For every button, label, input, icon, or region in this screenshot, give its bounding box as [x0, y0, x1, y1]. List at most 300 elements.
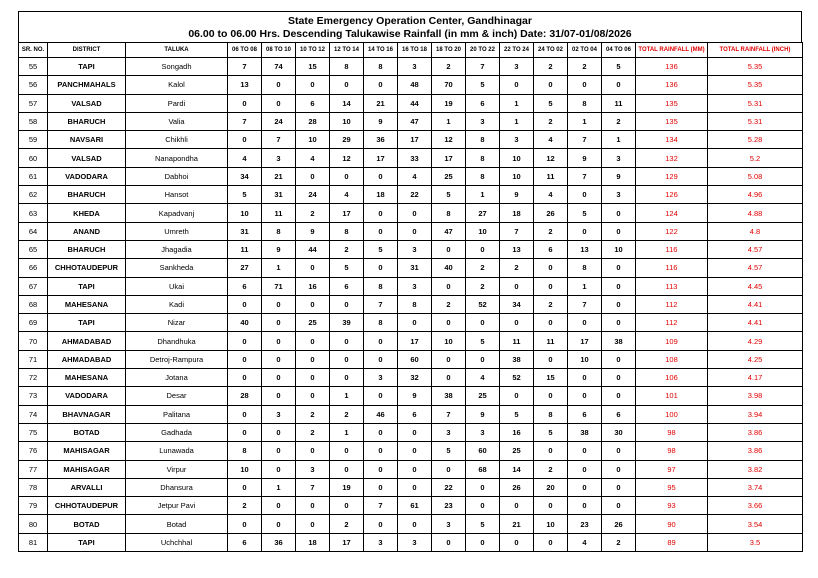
rainfall-cell: 38 [432, 387, 466, 405]
rainfall-cell: 6 [296, 94, 330, 112]
rainfall-cell: 7 [364, 497, 398, 515]
column-header: DISTRICT [48, 43, 126, 58]
taluka-cell: Nanapondha [126, 149, 228, 167]
rainfall-cell: 4 [568, 533, 602, 551]
rainfall-cell: 0 [432, 369, 466, 387]
sr-no-cell: 68 [19, 295, 48, 313]
rainfall-cell: 18 [364, 186, 398, 204]
rainfall-cell: 2 [228, 497, 262, 515]
rainfall-table [18, 42, 803, 552]
rainfall-cell: 0 [364, 387, 398, 405]
total-inch-cell: 4.8 [708, 222, 803, 240]
sr-no-cell: 67 [19, 277, 48, 295]
total-mm-cell: 136 [636, 76, 708, 94]
district-cell: MAHESANA [48, 295, 126, 313]
table-row [19, 533, 803, 551]
rainfall-cell: 8 [228, 442, 262, 460]
district-cell: VALSAD [48, 149, 126, 167]
rainfall-cell: 0 [296, 167, 330, 185]
rainfall-cell: 0 [602, 497, 636, 515]
district-cell: CHHOTAUDEPUR [48, 497, 126, 515]
taluka-cell: Hansot [126, 186, 228, 204]
rainfall-cell: 0 [330, 497, 364, 515]
rainfall-cell: 8 [364, 277, 398, 295]
sr-no-cell: 69 [19, 314, 48, 332]
sr-no-cell: 75 [19, 423, 48, 441]
district-cell: AHMADABAD [48, 350, 126, 368]
rainfall-cell: 6 [568, 405, 602, 423]
rainfall-cell: 0 [364, 423, 398, 441]
district-cell: MAHISAGAR [48, 460, 126, 478]
rainfall-cell: 16 [500, 423, 534, 441]
rainfall-cell: 24 [262, 112, 296, 130]
table-row [19, 460, 803, 478]
column-header: 12 TO 14 [330, 43, 364, 58]
table-row [19, 478, 803, 496]
rainfall-cell: 7 [262, 131, 296, 149]
column-header: 02 TO 04 [568, 43, 602, 58]
rainfall-cell: 12 [432, 131, 466, 149]
district-cell: VADODARA [48, 387, 126, 405]
total-mm-cell: 95 [636, 478, 708, 496]
rainfall-cell: 29 [330, 131, 364, 149]
table-row [19, 58, 803, 76]
rainfall-cell: 0 [228, 332, 262, 350]
rainfall-cell: 2 [466, 259, 500, 277]
rainfall-cell: 3 [602, 186, 636, 204]
total-inch-cell: 3.66 [708, 497, 803, 515]
rainfall-cell: 48 [398, 76, 432, 94]
table-row [19, 112, 803, 130]
rainfall-cell: 22 [432, 478, 466, 496]
rainfall-cell: 0 [602, 314, 636, 332]
rainfall-cell: 0 [500, 497, 534, 515]
rainfall-cell: 36 [262, 533, 296, 551]
rainfall-cell: 0 [330, 350, 364, 368]
taluka-cell: Ukai [126, 277, 228, 295]
total-inch-cell: 3.74 [708, 478, 803, 496]
table-row [19, 131, 803, 149]
column-header: 06 TO 08 [228, 43, 262, 58]
rainfall-cell: 0 [534, 259, 568, 277]
rainfall-cell: 20 [534, 478, 568, 496]
rainfall-cell: 52 [500, 369, 534, 387]
total-mm-cell: 109 [636, 332, 708, 350]
rainfall-cell: 0 [602, 442, 636, 460]
total-inch-cell: 4.96 [708, 186, 803, 204]
rainfall-cell: 5 [466, 332, 500, 350]
taluka-cell: Dhansura [126, 478, 228, 496]
rainfall-cell: 3 [500, 58, 534, 76]
district-cell: TAPI [48, 58, 126, 76]
rainfall-cell: 46 [364, 405, 398, 423]
rainfall-cell: 0 [364, 259, 398, 277]
rainfall-cell: 2 [602, 533, 636, 551]
rainfall-cell: 19 [330, 478, 364, 496]
rainfall-cell: 0 [534, 387, 568, 405]
rainfall-cell: 9 [364, 112, 398, 130]
rainfall-cell: 0 [296, 497, 330, 515]
rainfall-cell: 5 [228, 186, 262, 204]
sr-no-cell: 66 [19, 259, 48, 277]
district-cell: MAHISAGAR [48, 442, 126, 460]
rainfall-cell: 0 [364, 478, 398, 496]
total-mm-cell: 98 [636, 423, 708, 441]
column-header: 18 TO 20 [432, 43, 466, 58]
total-inch-cell: 4.41 [708, 314, 803, 332]
total-mm-cell: 112 [636, 314, 708, 332]
rainfall-cell: 0 [568, 314, 602, 332]
table-row [19, 204, 803, 222]
table-row [19, 387, 803, 405]
rainfall-cell: 5 [500, 405, 534, 423]
rainfall-cell: 13 [228, 76, 262, 94]
table-header-row [19, 43, 803, 58]
sr-no-cell: 64 [19, 222, 48, 240]
rainfall-cell: 10 [568, 350, 602, 368]
rainfall-cell: 0 [262, 460, 296, 478]
taluka-cell: Kapadvanj [126, 204, 228, 222]
rainfall-cell: 0 [534, 350, 568, 368]
rainfall-cell: 2 [500, 259, 534, 277]
rainfall-cell: 23 [568, 515, 602, 533]
rainfall-cell: 10 [466, 222, 500, 240]
rainfall-cell: 0 [262, 94, 296, 112]
rainfall-cell: 0 [228, 94, 262, 112]
total-inch-cell: 3.98 [708, 387, 803, 405]
total-mm-cell: 98 [636, 442, 708, 460]
rainfall-cell: 5 [466, 76, 500, 94]
rainfall-cell: 0 [534, 277, 568, 295]
rainfall-cell: 3 [432, 423, 466, 441]
rainfall-cell: 5 [568, 204, 602, 222]
rainfall-cell: 0 [262, 76, 296, 94]
rainfall-cell: 5 [364, 240, 398, 258]
sr-no-cell: 59 [19, 131, 48, 149]
total-inch-cell: 4.57 [708, 259, 803, 277]
rainfall-cell: 0 [228, 405, 262, 423]
rainfall-cell: 61 [398, 497, 432, 515]
rainfall-cell: 3 [398, 277, 432, 295]
rainfall-cell: 2 [534, 112, 568, 130]
total-inch-cell: 4.88 [708, 204, 803, 222]
taluka-cell: Kadi [126, 295, 228, 313]
total-inch-cell: 4.45 [708, 277, 803, 295]
total-mm-cell: 113 [636, 277, 708, 295]
rainfall-cell: 0 [432, 277, 466, 295]
rainfall-cell: 0 [228, 131, 262, 149]
total-inch-cell: 3.5 [708, 533, 803, 551]
rainfall-cell: 0 [568, 387, 602, 405]
rainfall-cell: 5 [534, 423, 568, 441]
total-mm-cell: 89 [636, 533, 708, 551]
rainfall-cell: 0 [296, 259, 330, 277]
sr-no-cell: 70 [19, 332, 48, 350]
rainfall-cell: 0 [602, 350, 636, 368]
sr-no-cell: 72 [19, 369, 48, 387]
rainfall-cell: 0 [364, 76, 398, 94]
rainfall-cell: 17 [330, 204, 364, 222]
rainfall-cell: 11 [500, 332, 534, 350]
rainfall-cell: 0 [500, 277, 534, 295]
rainfall-cell: 1 [262, 478, 296, 496]
rainfall-cell: 40 [228, 314, 262, 332]
rainfall-cell: 6 [228, 277, 262, 295]
rainfall-cell: 0 [466, 497, 500, 515]
rainfall-cell: 2 [568, 58, 602, 76]
table-row [19, 149, 803, 167]
rainfall-cell: 11 [602, 94, 636, 112]
total-inch-cell: 3.86 [708, 442, 803, 460]
rainfall-cell: 0 [330, 76, 364, 94]
rainfall-cell: 33 [398, 149, 432, 167]
rainfall-cell: 0 [262, 423, 296, 441]
rainfall-cell: 6 [228, 533, 262, 551]
rainfall-cell: 2 [330, 405, 364, 423]
report-title: State Emergency Operation Center, Gandhinagar [288, 15, 532, 27]
rainfall-cell: 5 [432, 186, 466, 204]
rainfall-cell: 34 [500, 295, 534, 313]
district-cell: CHHOTAUDEPUR [48, 259, 126, 277]
taluka-cell: Lunawada [126, 442, 228, 460]
rainfall-cell: 34 [228, 167, 262, 185]
table-row [19, 76, 803, 94]
rainfall-cell: 1 [262, 259, 296, 277]
rainfall-cell: 6 [602, 405, 636, 423]
report-subtitle: 06.00 to 06.00 Hrs. Descending Talukawise Rainfall (in mm & inch) Date: 31/07-01/08/2026 [188, 28, 632, 40]
rainfall-cell: 26 [534, 204, 568, 222]
rainfall-cell: 7 [500, 222, 534, 240]
column-header: 14 TO 16 [364, 43, 398, 58]
rainfall-cell: 71 [262, 277, 296, 295]
table-row [19, 259, 803, 277]
total-inch-cell: 5.35 [708, 58, 803, 76]
rainfall-cell: 4 [534, 131, 568, 149]
rainfall-cell: 2 [330, 515, 364, 533]
rainfall-cell: 7 [432, 405, 466, 423]
table-body [19, 58, 803, 552]
rainfall-cell: 0 [466, 350, 500, 368]
taluka-cell: Pardi [126, 94, 228, 112]
rainfall-cell: 0 [568, 460, 602, 478]
rainfall-cell: 0 [466, 478, 500, 496]
taluka-cell: Jhagadia [126, 240, 228, 258]
total-inch-cell: 5.35 [708, 76, 803, 94]
total-inch-cell: 4.29 [708, 332, 803, 350]
table-row [19, 186, 803, 204]
rainfall-cell: 74 [262, 58, 296, 76]
rainfall-cell: 0 [262, 497, 296, 515]
rainfall-cell: 0 [296, 332, 330, 350]
rainfall-cell: 10 [228, 204, 262, 222]
rainfall-cell: 0 [262, 515, 296, 533]
rainfall-cell: 7 [568, 295, 602, 313]
total-inch-cell: 3.82 [708, 460, 803, 478]
column-header: 10 TO 12 [296, 43, 330, 58]
rainfall-cell: 0 [398, 478, 432, 496]
rainfall-cell: 27 [466, 204, 500, 222]
district-cell: VADODARA [48, 167, 126, 185]
rainfall-cell: 0 [330, 332, 364, 350]
rainfall-cell: 0 [602, 277, 636, 295]
rainfall-cell: 0 [398, 222, 432, 240]
rainfall-cell: 21 [500, 515, 534, 533]
rainfall-cell: 13 [568, 240, 602, 258]
rainfall-cell: 12 [534, 149, 568, 167]
table-row [19, 423, 803, 441]
rainfall-cell: 2 [296, 405, 330, 423]
rainfall-cell: 17 [330, 533, 364, 551]
rainfall-cell: 0 [330, 442, 364, 460]
rainfall-cell: 21 [262, 167, 296, 185]
total-inch-cell: 4.25 [708, 350, 803, 368]
rainfall-cell: 1 [500, 112, 534, 130]
rainfall-cell: 0 [262, 314, 296, 332]
rainfall-cell: 2 [534, 460, 568, 478]
rainfall-cell: 4 [534, 186, 568, 204]
rainfall-cell: 5 [432, 442, 466, 460]
rainfall-cell: 11 [534, 167, 568, 185]
rainfall-cell: 0 [432, 533, 466, 551]
total-mm-cell: 135 [636, 112, 708, 130]
rainfall-cell: 2 [534, 58, 568, 76]
rainfall-cell: 5 [466, 515, 500, 533]
rainfall-cell: 0 [364, 350, 398, 368]
total-inch-cell: 5.2 [708, 149, 803, 167]
total-inch-cell: 3.54 [708, 515, 803, 533]
rainfall-cell: 38 [500, 350, 534, 368]
total-mm-cell: 129 [636, 167, 708, 185]
rainfall-cell: 0 [500, 533, 534, 551]
sr-no-cell: 60 [19, 149, 48, 167]
district-cell: ANAND [48, 222, 126, 240]
district-cell: TAPI [48, 533, 126, 551]
rainfall-cell: 0 [602, 259, 636, 277]
rainfall-cell: 25 [432, 167, 466, 185]
rainfall-cell: 7 [466, 58, 500, 76]
rainfall-cell: 2 [534, 222, 568, 240]
rainfall-cell: 25 [296, 314, 330, 332]
rainfall-cell: 0 [432, 314, 466, 332]
rainfall-cell: 0 [534, 497, 568, 515]
rainfall-cell: 36 [364, 131, 398, 149]
rainfall-cell: 60 [398, 350, 432, 368]
rainfall-cell: 4 [398, 167, 432, 185]
rainfall-cell: 0 [398, 314, 432, 332]
sr-no-cell: 62 [19, 186, 48, 204]
rainfall-cell: 11 [262, 204, 296, 222]
taluka-cell: Palitana [126, 405, 228, 423]
rainfall-cell: 3 [466, 423, 500, 441]
taluka-cell: Botad [126, 515, 228, 533]
district-cell: AHMADABAD [48, 332, 126, 350]
district-cell: VALSAD [48, 94, 126, 112]
sr-no-cell: 57 [19, 94, 48, 112]
rainfall-cell: 1 [330, 423, 364, 441]
total-mm-cell: 135 [636, 94, 708, 112]
rainfall-cell: 13 [500, 240, 534, 258]
rainfall-cell: 0 [398, 515, 432, 533]
table-row [19, 240, 803, 258]
rainfall-cell: 0 [296, 515, 330, 533]
rainfall-cell: 1 [466, 186, 500, 204]
rainfall-cell: 0 [534, 533, 568, 551]
taluka-cell: Sankheda [126, 259, 228, 277]
rainfall-cell: 17 [364, 149, 398, 167]
sr-no-cell: 65 [19, 240, 48, 258]
total-mm-cell: 100 [636, 405, 708, 423]
rainfall-cell: 7 [364, 295, 398, 313]
rainfall-cell: 38 [568, 423, 602, 441]
rainfall-cell: 28 [296, 112, 330, 130]
rainfall-cell: 8 [364, 314, 398, 332]
rainfall-cell: 18 [296, 533, 330, 551]
rainfall-cell: 12 [330, 149, 364, 167]
total-mm-cell: 97 [636, 460, 708, 478]
rainfall-cell: 24 [296, 186, 330, 204]
district-cell: BHAVNAGAR [48, 405, 126, 423]
sr-no-cell: 77 [19, 460, 48, 478]
rainfall-cell: 3 [398, 533, 432, 551]
rainfall-cell: 0 [500, 76, 534, 94]
rainfall-cell: 0 [228, 423, 262, 441]
rainfall-cell: 0 [330, 295, 364, 313]
rainfall-cell: 5 [602, 58, 636, 76]
table-row [19, 350, 803, 368]
rainfall-cell: 14 [500, 460, 534, 478]
rainfall-cell: 18 [500, 204, 534, 222]
sr-no-cell: 78 [19, 478, 48, 496]
taluka-cell: Dabhoi [126, 167, 228, 185]
rainfall-cell: 0 [568, 76, 602, 94]
rainfall-cell: 0 [398, 442, 432, 460]
rainfall-cell: 26 [500, 478, 534, 496]
sr-no-cell: 56 [19, 76, 48, 94]
rainfall-cell: 0 [466, 240, 500, 258]
rainfall-cell: 0 [602, 204, 636, 222]
rainfall-cell: 6 [330, 277, 364, 295]
total-inch-cell: 5.08 [708, 167, 803, 185]
rainfall-cell: 0 [602, 460, 636, 478]
total-inch-cell: 4.41 [708, 295, 803, 313]
rainfall-cell: 3 [432, 515, 466, 533]
rainfall-cell: 2 [432, 295, 466, 313]
rainfall-cell: 9 [466, 405, 500, 423]
rainfall-cell: 0 [568, 478, 602, 496]
rainfall-cell: 9 [602, 167, 636, 185]
rainfall-cell: 0 [262, 442, 296, 460]
total-mm-cell: 122 [636, 222, 708, 240]
rainfall-cell: 10 [432, 332, 466, 350]
rainfall-cell: 3 [262, 149, 296, 167]
sr-no-cell: 73 [19, 387, 48, 405]
rainfall-cell: 17 [398, 131, 432, 149]
rainfall-cell: 0 [330, 167, 364, 185]
rainfall-cell: 1 [500, 94, 534, 112]
sr-no-cell: 63 [19, 204, 48, 222]
total-mm-cell: 132 [636, 149, 708, 167]
rainfall-cell: 7 [568, 167, 602, 185]
rainfall-cell: 3 [296, 460, 330, 478]
rainfall-cell: 0 [466, 533, 500, 551]
rainfall-cell: 7 [228, 112, 262, 130]
rainfall-cell: 0 [568, 222, 602, 240]
taluka-cell: Kalol [126, 76, 228, 94]
rainfall-cell: 9 [296, 222, 330, 240]
column-header: 16 TO 18 [398, 43, 432, 58]
rainfall-cell: 2 [296, 204, 330, 222]
total-inch-cell: 5.31 [708, 94, 803, 112]
